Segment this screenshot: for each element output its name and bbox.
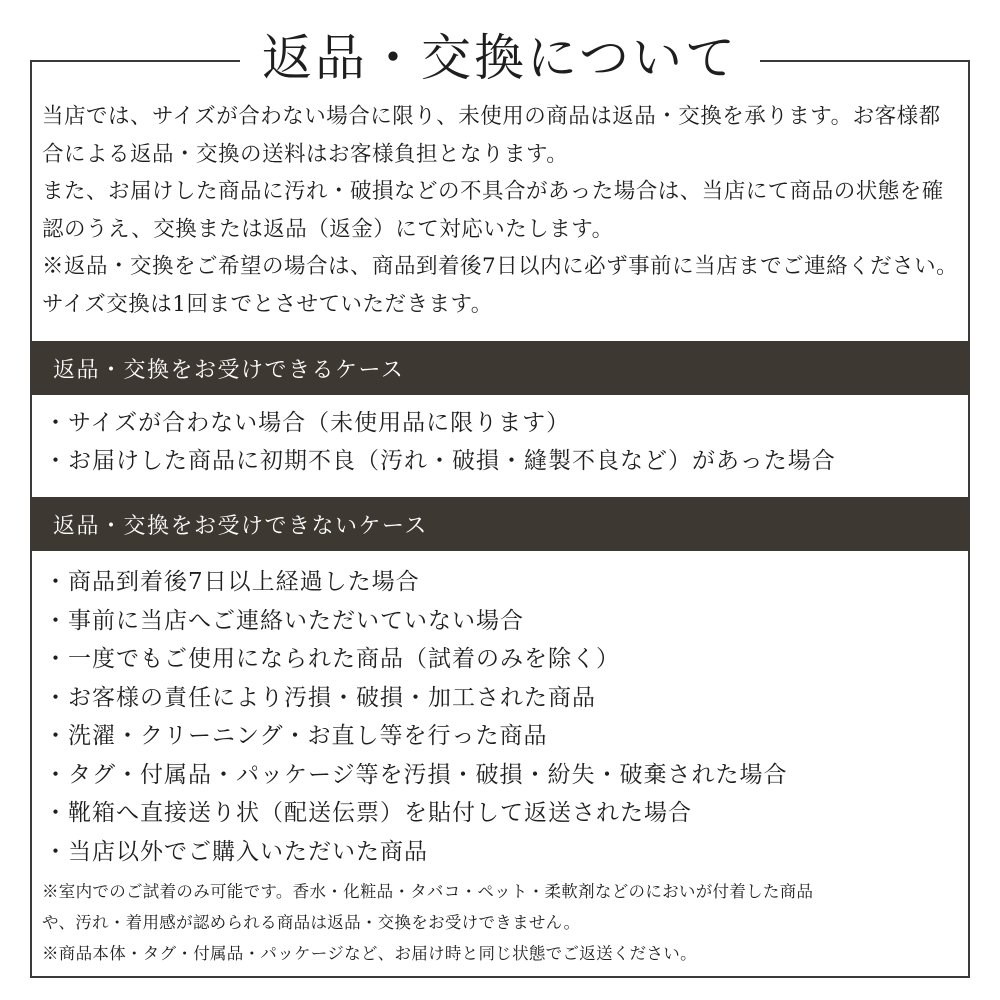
- page-title: 返品・交換について: [240, 26, 760, 90]
- list-item: ・一度でもご使用になられた商品（試着のみを除く）: [44, 646, 620, 672]
- intro-paragraph-2: また、お届けした商品に汚れ・破損などの不具合があった場合は、当店にて商品の状態を確認のうえ、交換または返品（返金）にて対応いたします。: [42, 179, 944, 242]
- list-item: ・お客様の責任により汚損・破損・加工された商品: [44, 684, 596, 711]
- intro-text: [42, 98, 962, 323]
- not-accepted-cases-list: [44, 563, 788, 871]
- accepted-cases-list: [44, 404, 836, 480]
- not-accepted-cases-heading: 返品・交換をお受けできないケース: [31, 497, 969, 551]
- note-line: ※室内でのご試着のみ可能です。香水・化粧品・タバコ・ペット・柔軟剤などのにおいが付着した商品: [42, 882, 814, 901]
- note-line: ※商品本体・タグ・付属品・パッケージなど、お届け時と同じ状態でご返送ください。: [42, 944, 697, 963]
- intro-paragraph-3: ※返品・交換をご希望の場合は、商品到着後7日以内に必ず事前に当店までご連絡ください。サイズ交換は1回までとさせていただきます。: [42, 254, 959, 317]
- list-item: ・サイズが合わない場合（未使用品に限ります）: [44, 410, 571, 436]
- list-item: ・タグ・付属品・パッケージ等を汚損・破損・紛失・破棄された場合: [44, 761, 788, 788]
- note-line: や、汚れ・着用感が認められる商品は返品・交換をお受けできません。: [42, 913, 581, 932]
- list-item: ・靴箱へ直接送り状（配送伝票）を貼付して返送された場合: [44, 800, 692, 826]
- list-item: ・お届けした商品に初期不良（汚れ・破損・縫製不良など）があった場合: [44, 448, 836, 474]
- list-item: ・洗濯・クリーニング・お直し等を行った商品: [44, 723, 548, 749]
- intro-paragraph-1: 当店では、サイズが合わない場合に限り、未使用の商品は返品・交換を承ります。お客様都合による返品・交換の送料はお客様負担となります。: [42, 104, 941, 167]
- list-item: ・事前に当店へご連絡いただいていない場合: [44, 607, 524, 634]
- list-item: ・当店以外でご購入いただいた商品: [44, 838, 428, 865]
- notes: [42, 876, 962, 969]
- list-item: ・商品到着後7日以上経過した場合: [44, 569, 420, 595]
- accepted-cases-heading: 返品・交換をお受けできるケース: [31, 341, 969, 395]
